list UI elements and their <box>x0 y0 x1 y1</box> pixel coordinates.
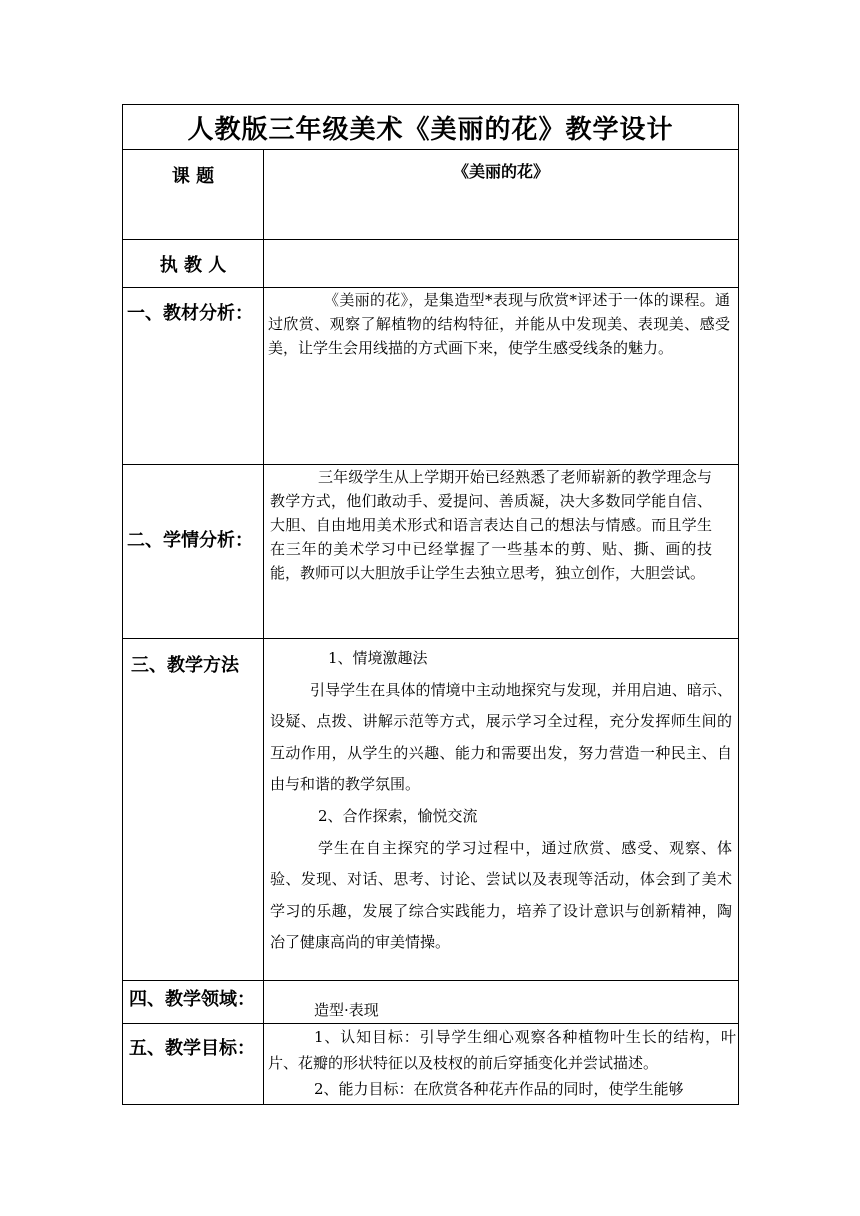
goals-row <box>123 1024 739 1105</box>
topic-label-cell <box>123 150 264 240</box>
teacher-value-cell <box>264 240 739 288</box>
methods-content-cell <box>264 639 739 981</box>
method2-title: 2、合作探索，愉悦交流 <box>318 806 478 825</box>
students-label-cell <box>123 465 264 639</box>
topic-value-cell <box>264 150 739 240</box>
material-label: 一、教材分析： <box>127 303 253 324</box>
teacher-label: 执 教 人 <box>159 254 227 276</box>
domain-value: 造型·表现 <box>314 1001 379 1019</box>
domain-row <box>123 981 739 1024</box>
goal2-text: 2、能力目标：在欣赏各种花卉作品的同时，使学生能够 <box>314 1080 684 1098</box>
topic-label: 课 题 <box>171 166 215 187</box>
students-text: 三年级学生从上学期开始已经熟悉了老师崭新的教学理念与教学方式，他们敢动手、爱提问、善质凝，决大多数同学能自信、大胆、自由地用美术形式和语言表达自己的想法与情感。而且学生在三年的美术学习中已经掌握了一些基本的剪、贴、撕、画的技能，教师可以大胆放手让学生去独立思考，独立创作，大胆尝试。 <box>270 468 713 582</box>
goals-label: 五、教学目标： <box>129 1038 255 1059</box>
method2-text: 学生在自主探究的学习过程中，通过欣赏、感受、观察、体验、发现、对话、思考、讨论、尝试以及表现等活动，体会到了美术学习的乐趣，发展了综合实践能力，培养了设计意识与创新精神，陶冶了健康高尚的审美情操。 <box>270 838 733 952</box>
method1-text: 引导学生在具体的情境中主动地探究与发现，并用启迪、暗示、设疑、点拨、讲解示范等方式，展示学习全过程，充分发挥师生间的互动作用，从学生的兴趣、能力和需要出发，努力营造一种民主、自由与和谐的教学氛围。 <box>270 680 733 794</box>
domain-label-cell <box>123 981 264 1024</box>
domain-label: 四、教学领域： <box>129 989 255 1010</box>
material-label-cell <box>123 288 264 465</box>
methods-row <box>123 639 739 981</box>
goal1-text: 1、认知目标：引导学生细心观察各种植物叶生长的结构，叶片、花瓣的形状特征以及枝杈的前后穿插变化并尝试描述。 <box>268 1028 737 1072</box>
material-text: 《美丽的花》，是集造型*表现与欣赏*评述于一体的课程。通过欣赏、观察了解植物的结构特征，并能从中发现美、表现美、感受美，让学生会用线描的方式画下来，使学生感受线条的魅力。 <box>268 291 731 357</box>
method1-title: 1、情境激趣法 <box>328 649 428 667</box>
students-row <box>123 465 739 639</box>
topic-row <box>123 150 739 240</box>
topic-value: 《美丽的花》 <box>453 162 550 181</box>
document-title: 人教版三年级美术《美丽的花》教学设计 <box>123 105 739 150</box>
teacher-row <box>123 240 739 288</box>
methods-label-cell <box>123 639 264 981</box>
goals-content-cell <box>264 1024 739 1105</box>
goals-label-cell <box>123 1024 264 1105</box>
title-row <box>123 105 739 150</box>
lesson-plan-table <box>122 104 739 1105</box>
material-row <box>123 288 739 465</box>
material-content-cell <box>264 288 739 465</box>
domain-value-cell <box>264 981 739 1024</box>
students-content-cell <box>264 465 739 639</box>
teacher-label-cell <box>123 240 264 288</box>
methods-label: 三、教学方法 <box>131 655 239 676</box>
students-label: 二、学情分析： <box>127 529 253 551</box>
